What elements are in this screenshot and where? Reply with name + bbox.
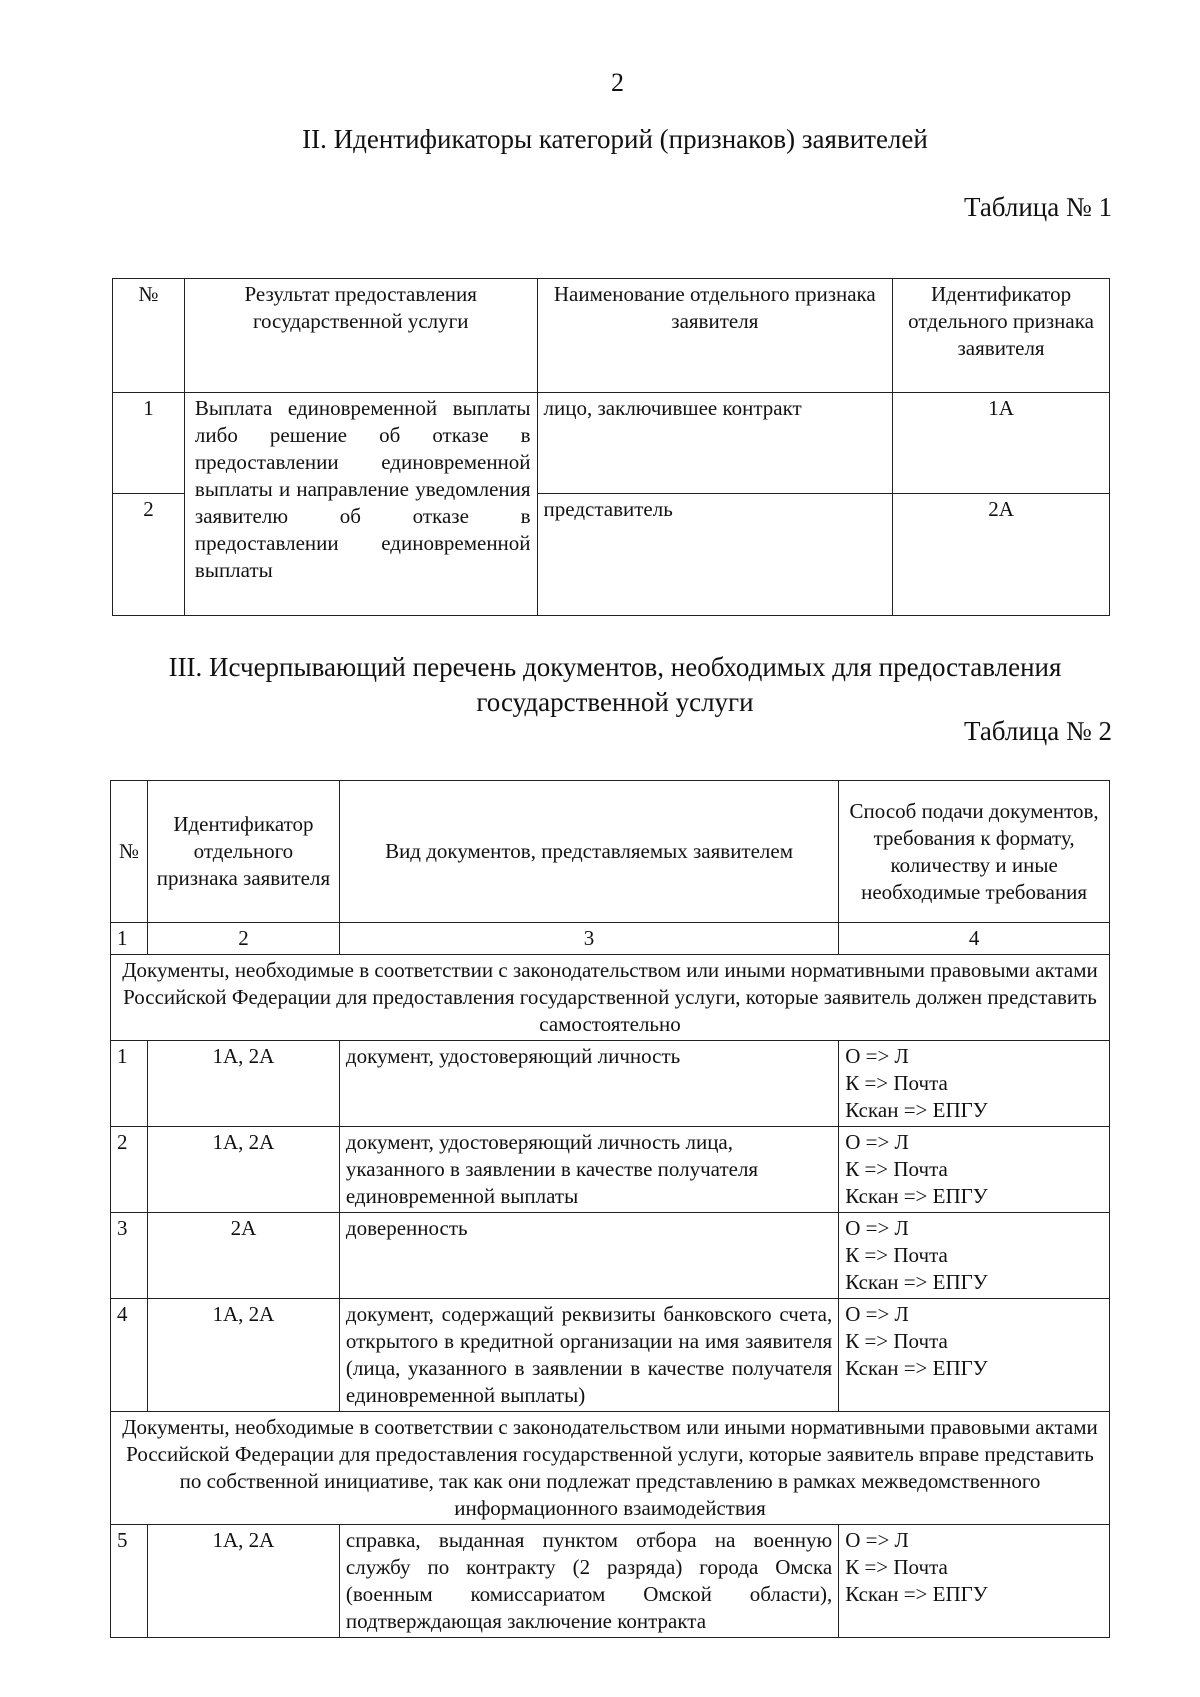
row-number: 1 xyxy=(113,393,185,494)
way-office: О => Л xyxy=(845,1130,909,1154)
table-row xyxy=(113,393,1110,494)
section-3-title: III. Исчерпывающий перечень документов, необходимых для предоставления государственной услуги xyxy=(168,652,1062,717)
header-number: № xyxy=(111,781,148,923)
way-post: К => Почта xyxy=(845,1555,948,1579)
header-number: № xyxy=(113,279,185,393)
way-post: К => Почта xyxy=(845,1157,948,1181)
table-2-caption: Таблица № 2 xyxy=(964,716,1112,746)
header-feature-name: Наименование отдельного признака заявителя xyxy=(537,279,893,393)
feature-name: представитель xyxy=(537,494,893,616)
row-number: 2 xyxy=(113,494,185,616)
document-type: документ, удостоверяющий личность лица, указанного в заявлении в качестве получателя единовременной выплаты xyxy=(339,1127,838,1213)
document-type: доверенность xyxy=(339,1213,838,1299)
table-row xyxy=(111,1213,1110,1299)
row-number: 1 xyxy=(111,1041,148,1127)
column-number: 1 xyxy=(111,923,148,955)
group-heading: Документы, необходимые в соответствии с законодательством или иными нормативными правовыми актами Российской Федерации для предоставления государственной услуги, которые заявитель вправе представить по собственной инициативе, так как они подлежат представлению в рамках межведомственного информационного взаимодействия xyxy=(111,1412,1110,1525)
row-number: 3 xyxy=(111,1213,148,1299)
table-row xyxy=(111,1525,1110,1638)
page-number: 2 xyxy=(611,68,624,97)
way-epgu: Кскан => ЕПГУ xyxy=(845,1098,988,1122)
table-1-caption: Таблица № 1 xyxy=(964,192,1112,222)
row-number: 4 xyxy=(111,1299,148,1412)
column-number: 3 xyxy=(339,923,838,955)
way-office: О => Л xyxy=(845,1216,909,1240)
feature-id: 1А xyxy=(893,393,1110,494)
applicant-ids: 1А, 2А xyxy=(147,1041,339,1127)
way-post: К => Почта xyxy=(845,1071,948,1095)
group-row xyxy=(111,955,1110,1041)
submission-way xyxy=(839,1525,1110,1638)
applicant-ids: 1А, 2А xyxy=(147,1127,339,1213)
group-row xyxy=(111,1412,1110,1525)
row-number: 5 xyxy=(111,1525,148,1638)
feature-id: 2А xyxy=(893,494,1110,616)
document-type: документ, удостоверяющий личность xyxy=(339,1041,838,1127)
submission-way xyxy=(839,1127,1110,1213)
table-row xyxy=(111,1299,1110,1412)
column-numbers-row xyxy=(111,923,1110,955)
table-1-header-row xyxy=(113,279,1110,393)
header-feature-id: Идентификатор отдельного признака заявителя xyxy=(147,781,339,923)
header-submission-way: Способ подачи документов, требования к формату, количеству и иные необходимые требования xyxy=(839,781,1110,923)
way-office: О => Л xyxy=(845,1302,909,1326)
table-row xyxy=(111,1041,1110,1127)
service-result: Выплата единовременной выплаты либо решение об отказе в предоставлении единовременной выплаты и направление уведомления заявителю об отказе в предоставлении единовременной выплаты xyxy=(184,393,537,616)
table-row xyxy=(111,1127,1110,1213)
applicant-ids: 1А, 2А xyxy=(147,1525,339,1638)
document-type: документ, содержащий реквизиты банковского счета, открытого в кредитной организации на имя заявителя (лица, указанного в заявлении в качестве получателя единовременной выплаты) xyxy=(339,1299,838,1412)
applicant-ids: 1А, 2А xyxy=(147,1299,339,1412)
submission-way xyxy=(839,1299,1110,1412)
table-2-header-row xyxy=(111,781,1110,923)
way-post: К => Почта xyxy=(845,1329,948,1353)
way-office: О => Л xyxy=(845,1044,909,1068)
way-office: О => Л xyxy=(845,1528,909,1552)
submission-way xyxy=(839,1041,1110,1127)
row-number: 2 xyxy=(111,1127,148,1213)
group-heading: Документы, необходимые в соответствии с законодательством или иными нормативными правовыми актами Российской Федерации для предоставления государственной услуги, которые заявитель должен представить самостоятельно xyxy=(111,955,1110,1041)
feature-name: лицо, заключившее контракт xyxy=(537,393,893,494)
way-epgu: Кскан => ЕПГУ xyxy=(845,1184,988,1208)
way-epgu: Кскан => ЕПГУ xyxy=(845,1582,988,1606)
header-document-type: Вид документов, представляемых заявителем xyxy=(339,781,838,923)
way-post: К => Почта xyxy=(845,1243,948,1267)
column-number: 4 xyxy=(839,923,1110,955)
way-epgu: Кскан => ЕПГУ xyxy=(845,1270,988,1294)
header-feature-id: Идентификатор отдельного признака заявителя xyxy=(893,279,1110,393)
way-epgu: Кскан => ЕПГУ xyxy=(845,1356,988,1380)
column-number: 2 xyxy=(147,923,339,955)
submission-way xyxy=(839,1213,1110,1299)
table-2 xyxy=(110,780,1110,1638)
header-result: Результат предоставления государственной услуги xyxy=(184,279,537,393)
section-2-title: II. Идентификаторы категорий (признаков) заявителей xyxy=(302,124,928,154)
table-1 xyxy=(112,278,1110,616)
applicant-ids: 2А xyxy=(147,1213,339,1299)
document-type: справка, выданная пунктом отбора на военную службу по контракту (2 разряда) города Омска (военным комиссариатом Омской области), подтверждающая заключение контракта xyxy=(339,1525,838,1638)
